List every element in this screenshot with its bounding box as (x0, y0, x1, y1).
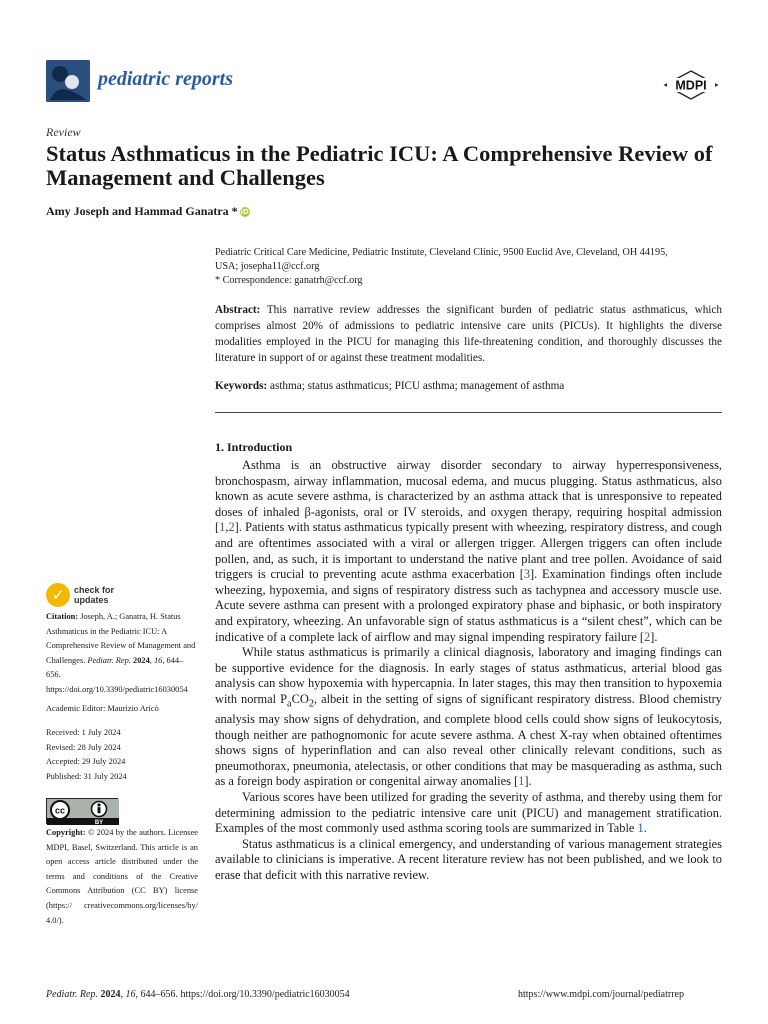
authors-text: Amy Joseph and Hammad Ganatra * (46, 204, 238, 218)
page-title: Status Asthmaticus in the Pediatric ICU: A Comprehensive Review of Management and Challenges (46, 141, 713, 190)
footer-journal-url[interactable]: https://www.mdpi.com/journal/pediatrrep (518, 989, 684, 1000)
paragraph: Various scores have been utilized for grading the severity of asthma, and thereby using them for determining admission to the pediatric intensive care unit (PICU) and management stratification. Examples of the most commonly used asthma scoring tools are summarized in Table 1. (215, 789, 722, 836)
citation-link[interactable]: 2 (228, 520, 235, 535)
date-received: Received: 1 July 2024 (46, 728, 121, 737)
mdpi-logo-icon (662, 70, 720, 100)
check-for-updates-button[interactable] (46, 583, 146, 609)
table-link[interactable]: 1 (637, 821, 644, 836)
cc-by-text: BY (94, 820, 104, 825)
abstract-label: Abstract: (215, 304, 261, 316)
affiliation-email: USA; josepha11@ccf.org (215, 261, 320, 272)
keywords-label: Keywords: (215, 380, 268, 392)
affiliation-block (215, 246, 723, 288)
academic-editor: Academic Editor: Maurizio Aricò (46, 704, 159, 713)
article-type: Review (46, 125, 81, 139)
check-updates-line1: check for (74, 585, 115, 595)
affiliation-line: Pediatric Critical Care Medicine, Pediatric Institute, Cleveland Clinic, 9500 Euclid Ave, Cleveland, OH 44195, (215, 247, 668, 258)
keywords (215, 378, 722, 394)
publisher-logo-text: MDPI (675, 78, 707, 93)
body-text (215, 458, 722, 884)
divider (215, 412, 722, 413)
date-accepted: Accepted: 29 July 2024 (46, 757, 126, 767)
abstract (215, 302, 722, 366)
citation-link[interactable]: 1 (518, 774, 525, 789)
paragraph: Status asthmaticus is a clinical emergency, and understanding of various management strategies available to clinicians is imperative. A recent literature review has not been published, and we look to erase that deficit with this narrative review. (215, 836, 722, 882)
check-updates-icon: ✓ (46, 583, 70, 607)
svg-text:cc: cc (54, 805, 66, 816)
journal-name: pediatric reports (98, 68, 233, 90)
abstract-text: This narrative review addresses the significant burden of pediatric status asthmaticus, which comprises almost 20% of admissions to pediatric intensive care units (PICUs). It highlights the diverse modalities employed in the PICU for managing this life-threatening condition, and thoroughly discusses the literature in support of or against these treatment modalities. (215, 304, 722, 364)
citation-link[interactable]: 1 (219, 520, 226, 535)
correspondence: * Correspondence: ganatrh@ccf.org (215, 275, 363, 286)
journal-logo-icon (46, 60, 90, 102)
footer-citation: Pediatr. Rep. 2024, 16, 644–656. https://doi.org/10.3390/pediatric16030054 (46, 989, 350, 1000)
orcid-icon[interactable]: iD (240, 208, 249, 216)
cc-by-license-icon[interactable] (46, 798, 118, 824)
publication-dates (46, 726, 196, 784)
date-published: Published: 31 July 2024 (46, 771, 127, 781)
citation-label: Citation: (46, 612, 79, 621)
paragraph: While status asthmaticus is primarily a clinical diagnosis, laboratory and imaging findings can be supportive evidence for the diagnosis. In early stages of status asthmaticus, arterial blood gas analysis can show hypoxemia with hypercapnia. In later stages, this may then transition to hypoxemia with normal $P_aCO_2$, albeit in the setting of signs of significant respiratory distress. Blood chemistry analysis may show signs of dehydration, and complete blood cells could show signs of leukocytosis, though neither are pathognomonic for acute severe asthma. A chest X-ray when obtained oftentimes shows signs of hyperinflation and can also reveal other clinically relevant conditions, such as pneumothorax, pneumonia, atelectasis, or other conditions that may be masquerading as asthma, such as a foreign body aspiration or congenital airway anomalies [1]. (215, 645, 723, 789)
section-heading: 1. Introduction (215, 440, 293, 454)
author-list (46, 204, 250, 219)
keywords-text: asthma; status asthmaticus; PICU asthma; management of asthma (270, 380, 565, 392)
check-updates-line2: updates (74, 595, 109, 605)
copyright-notice: Copyright: © 2024 by the authors. Licensee MDPI, Basel, Switzerland. This article is an open access article distributed under the terms and conditions of the Creative Commons Attribution (CC BY) license (https:// creativecommons.org/licenses/by/ 4.0/). (46, 828, 198, 925)
citation-link[interactable]: 2 (644, 629, 651, 644)
citation-block: Citation: Joseph, A.; Ganatra, H. Status Asthmaticus in the Pediatric ICU: A Comprehensive Review of Management and Challenges. Pediatr. Rep. 2024, 16, 644–656. https://doi.org/10.3390/pediatric16030054 (46, 612, 196, 694)
citation-link[interactable]: 3 (523, 567, 531, 582)
paragraph: Asthma is an obstructive airway disorder secondary to airway hyperresponsiveness, bronchospasm, airway inflammation, mucosal edema, and mucus plugging. Status asthmaticus, also known as acute severe asthma, is characterized by an asthma attack that is unresponsive to repeated doses of inhaled β-agonists, oral or IV steroids, and oxygen therapy, requiring hospital admission [1,2]. Patients with status asthmaticus typically present with wheezing, respiratory distress, and cough and are oftentimes associated with a viral or allergen trigger. Allergen triggers can often include pollen, and, as such, it is important to understand the native plant and tree pollen. Avoidance of said triggers is crucial to preventing acute asthma exacerbation [3]. Examination findings often include wheezing, hypoxemia, and signs of respiratory distress such as tachypnea and accessory muscle use. Acute severe asthma can present with a prolonged expiratory phase and biphasic, or both inspiratory and expiratory, wheezing. An unfavorable sign of status asthmaticus is a “silent chest”, which can be indicative of a complete lack of airflow and may signal impending respiratory failure [2]. (215, 458, 722, 644)
copyright-label: Copyright: (46, 828, 86, 837)
date-revised: Revised: 28 July 2024 (46, 742, 121, 752)
